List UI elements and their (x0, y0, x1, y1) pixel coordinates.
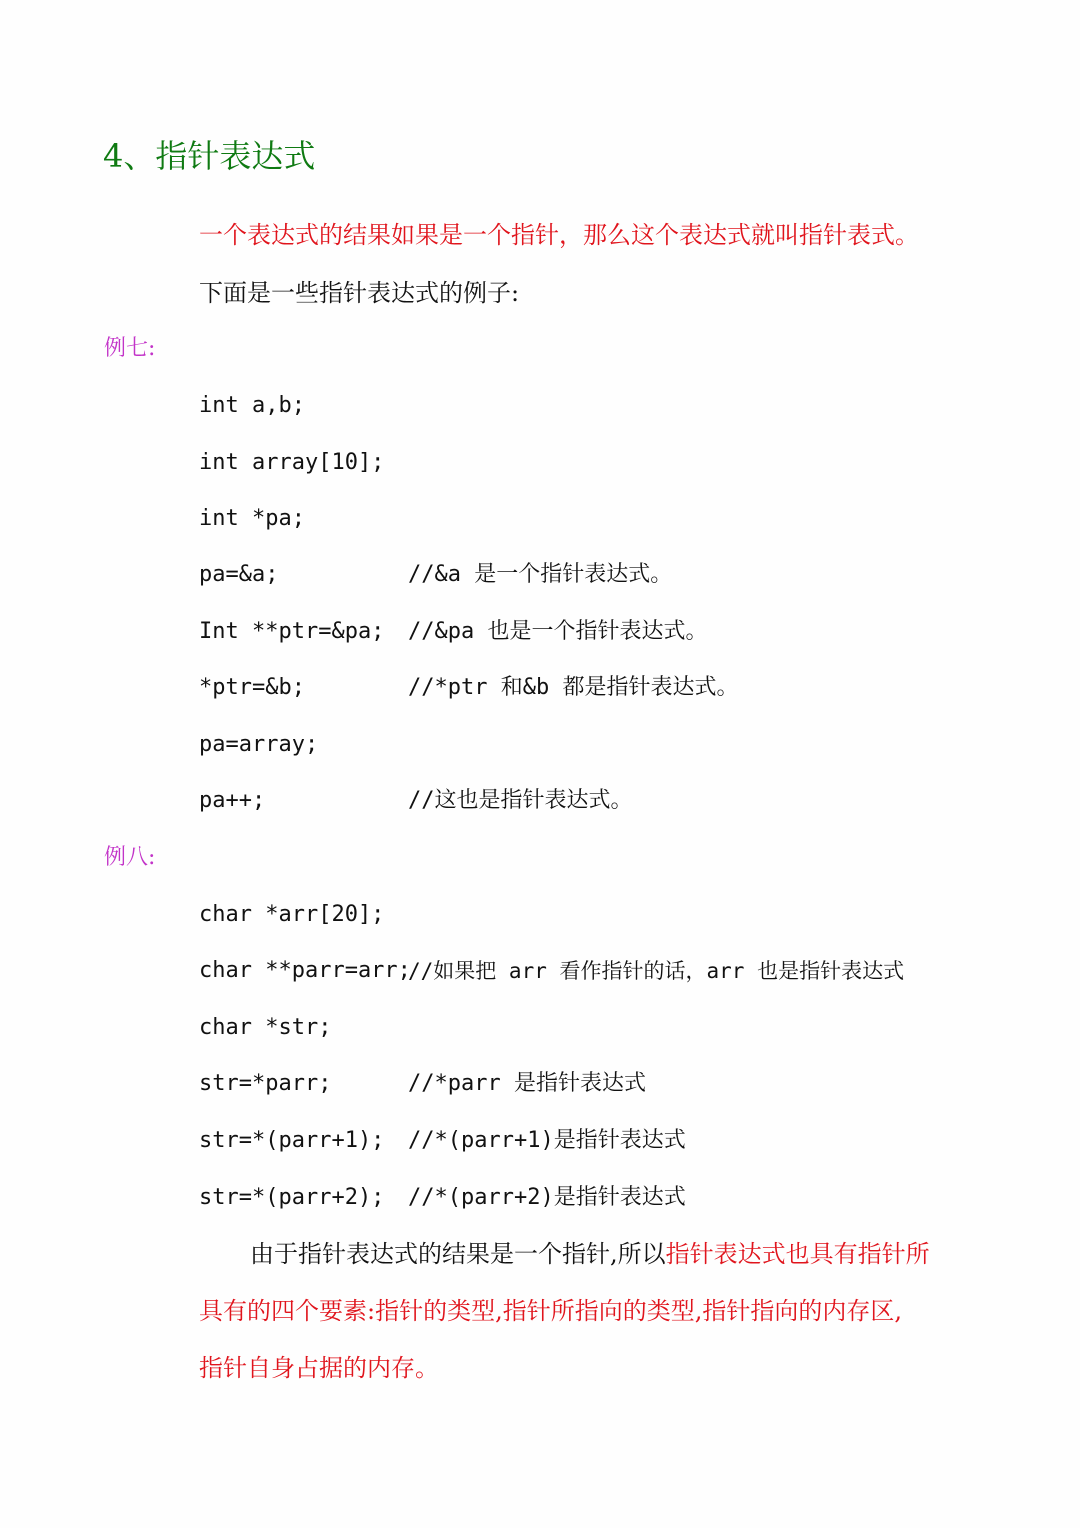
code-comment: //*(parr+1)是指针表达式 (408, 1128, 686, 1153)
example-8-label: 例八: (104, 845, 156, 870)
code-line: Int **ptr=&pa; (199, 619, 385, 644)
conclusion-line-1 (250, 1236, 930, 1272)
code-line: str=*(parr+2); (199, 1185, 385, 1210)
conclusion-text: 由于指针表达式的结果是一个指针,所以 (250, 1240, 666, 1268)
example-7-label: 例七: (104, 336, 156, 361)
code-comment: //&a 是一个指针表达式。 (408, 562, 673, 587)
conclusion-line-2: 具有的四个要素:指针的类型,指针所指向的类型,指针指向的内存区, (199, 1297, 902, 1325)
intro-text: 下面是一些指针表达式的例子: (199, 279, 520, 307)
code-line: int *pa; (199, 506, 305, 531)
code-comment: //*(parr+2)是指针表达式 (408, 1185, 686, 1210)
code-line: str=*parr; (199, 1071, 332, 1096)
code-line: int array[10]; (199, 450, 385, 475)
code-comment: //*parr 是指针表达式 (408, 1071, 646, 1096)
section-heading: 4、指针表达式 (103, 137, 316, 175)
code-line: *ptr=&b; (199, 675, 305, 700)
definition-text: 一个表达式的结果如果是一个指针，那么这个表达式就叫指针表式。 (199, 221, 919, 249)
conclusion-line-3: 指针自身占据的内存。 (199, 1354, 439, 1382)
code-comment: //这也是指针表达式。 (408, 788, 633, 813)
code-line: char *arr[20]; (199, 902, 385, 927)
code-line: char *str; (199, 1015, 332, 1040)
code-line: pa=&a; (199, 562, 279, 587)
code-comment: //&pa 也是一个指针表达式。 (408, 619, 708, 644)
code-line: int a,b; (199, 393, 305, 418)
code-line: pa++; (199, 788, 266, 813)
code-comment: //如果把 arr 看作指针的话，arr 也是指针表达式 (408, 959, 905, 983)
code-comment: //*ptr 和&b 都是指针表达式。 (408, 675, 739, 700)
code-line: char **parr=arr; (199, 958, 411, 983)
code-line: pa=array; (199, 732, 319, 757)
code-line: str=*(parr+1); (199, 1128, 385, 1153)
conclusion-emphasis: 指针表达式也具有指针所 (665, 1240, 930, 1268)
